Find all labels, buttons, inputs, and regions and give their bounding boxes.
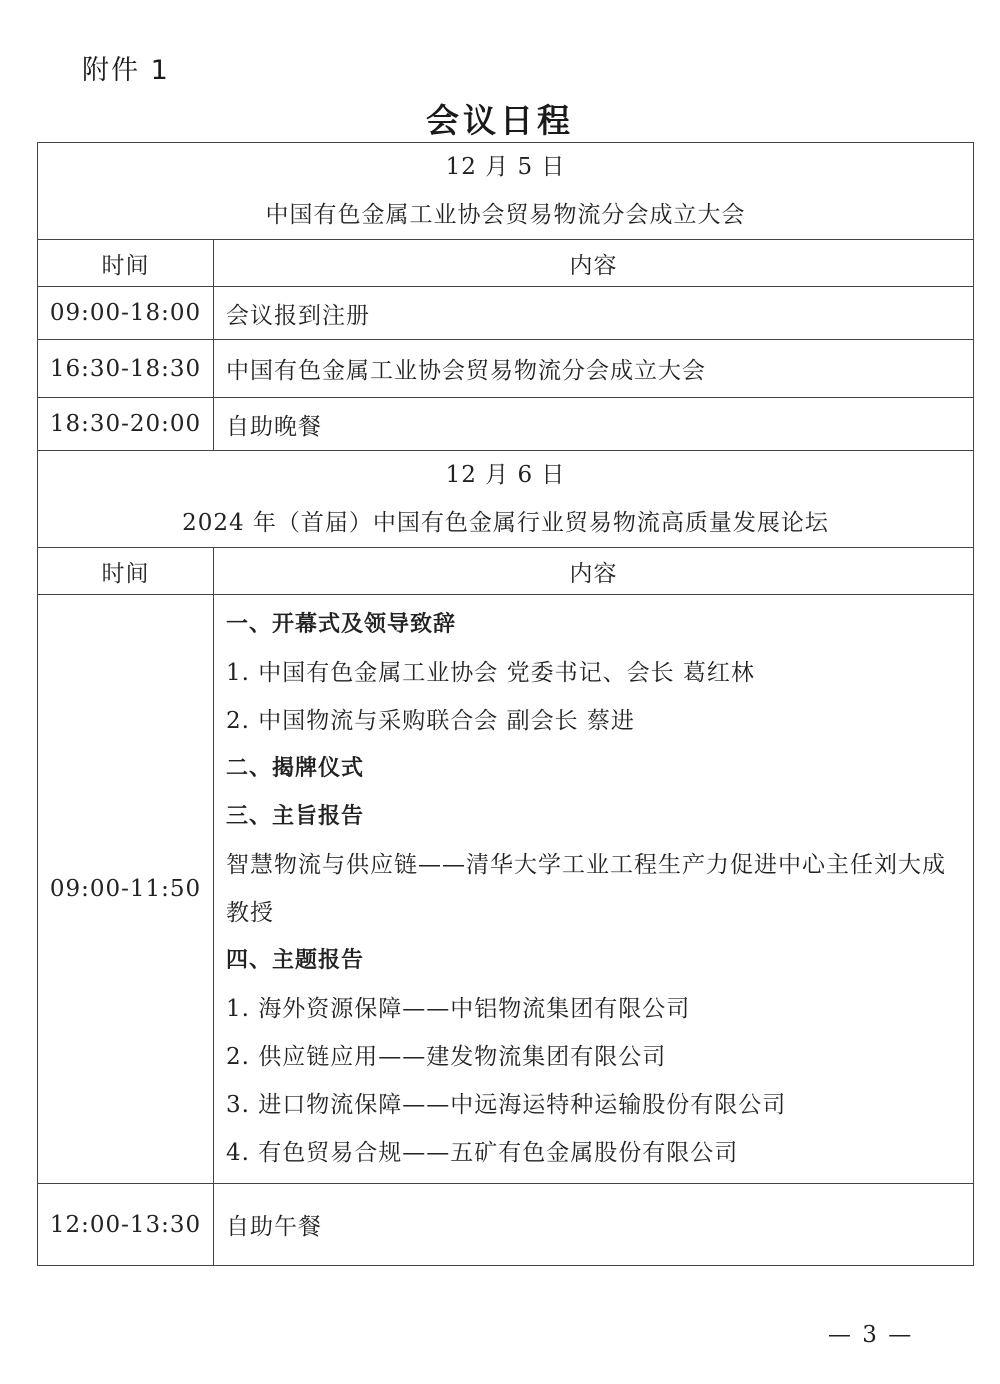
program-row	[38, 595, 974, 1184]
section-heading: 二、揭牌仪式	[226, 756, 365, 781]
day-date: 12 月 5 日	[445, 154, 566, 180]
section-heading: 四、主题报告	[226, 948, 365, 973]
time-cell: 18:30-20:00	[38, 398, 214, 451]
column-header-row	[38, 548, 974, 595]
table-row	[38, 1184, 974, 1266]
day-header	[38, 451, 974, 548]
content-cell: 中国有色金属工业协会贸易物流分会成立大会	[214, 340, 974, 398]
time-cell: 09:00-11:50	[38, 595, 214, 1184]
content-cell: 会议报到注册	[214, 287, 974, 340]
program-item: 智慧物流与供应链——清华大学工业工程生产力促进中心主任刘大成教授	[226, 852, 946, 926]
time-cell: 16:30-18:30	[38, 340, 214, 398]
program-item: 1. 海外资源保障——中铝物流集团有限公司	[226, 996, 691, 1022]
table-row	[38, 287, 974, 340]
page-number: — 3 —	[828, 1322, 914, 1348]
day-header-row	[38, 451, 974, 548]
program-cell	[214, 595, 974, 1184]
attachment-label: 附件 1	[82, 55, 170, 86]
column-header-content: 内容	[214, 240, 974, 287]
time-cell: 09:00-18:00	[38, 287, 214, 340]
time-cell: 12:00-13:30	[38, 1184, 214, 1266]
content-cell: 自助午餐	[214, 1184, 974, 1266]
program-item: 2. 中国物流与采购联合会 副会长 蔡进	[226, 708, 635, 734]
day-header	[38, 143, 974, 240]
column-header-time: 时间	[38, 548, 214, 595]
day-header-row	[38, 143, 974, 240]
section-heading: 三、主旨报告	[226, 804, 365, 829]
page-title: 会议日程	[426, 101, 574, 140]
program-item: 4. 有色贸易合规——五矿有色金属股份有限公司	[226, 1140, 739, 1166]
section-heading: 一、开幕式及领导致辞	[226, 612, 457, 637]
program-item: 1. 中国有色金属工业协会 党委书记、会长 葛红林	[226, 660, 755, 686]
table-row	[38, 398, 974, 451]
day-event-title: 2024 年（首届）中国有色金属行业贸易物流高质量发展论坛	[182, 510, 829, 536]
content-cell: 自助晚餐	[214, 398, 974, 451]
schedule-table	[37, 142, 974, 1266]
column-header-row	[38, 240, 974, 287]
program-item: 3. 进口物流保障——中远海运特种运输股份有限公司	[226, 1092, 787, 1118]
column-header-content: 内容	[214, 548, 974, 595]
day-date: 12 月 6 日	[445, 462, 566, 488]
program-item: 2. 供应链应用——建发物流集团有限公司	[226, 1044, 667, 1070]
table-row	[38, 340, 974, 398]
column-header-time: 时间	[38, 240, 214, 287]
day-event-title: 中国有色金属工业协会贸易物流分会成立大会	[265, 202, 746, 228]
